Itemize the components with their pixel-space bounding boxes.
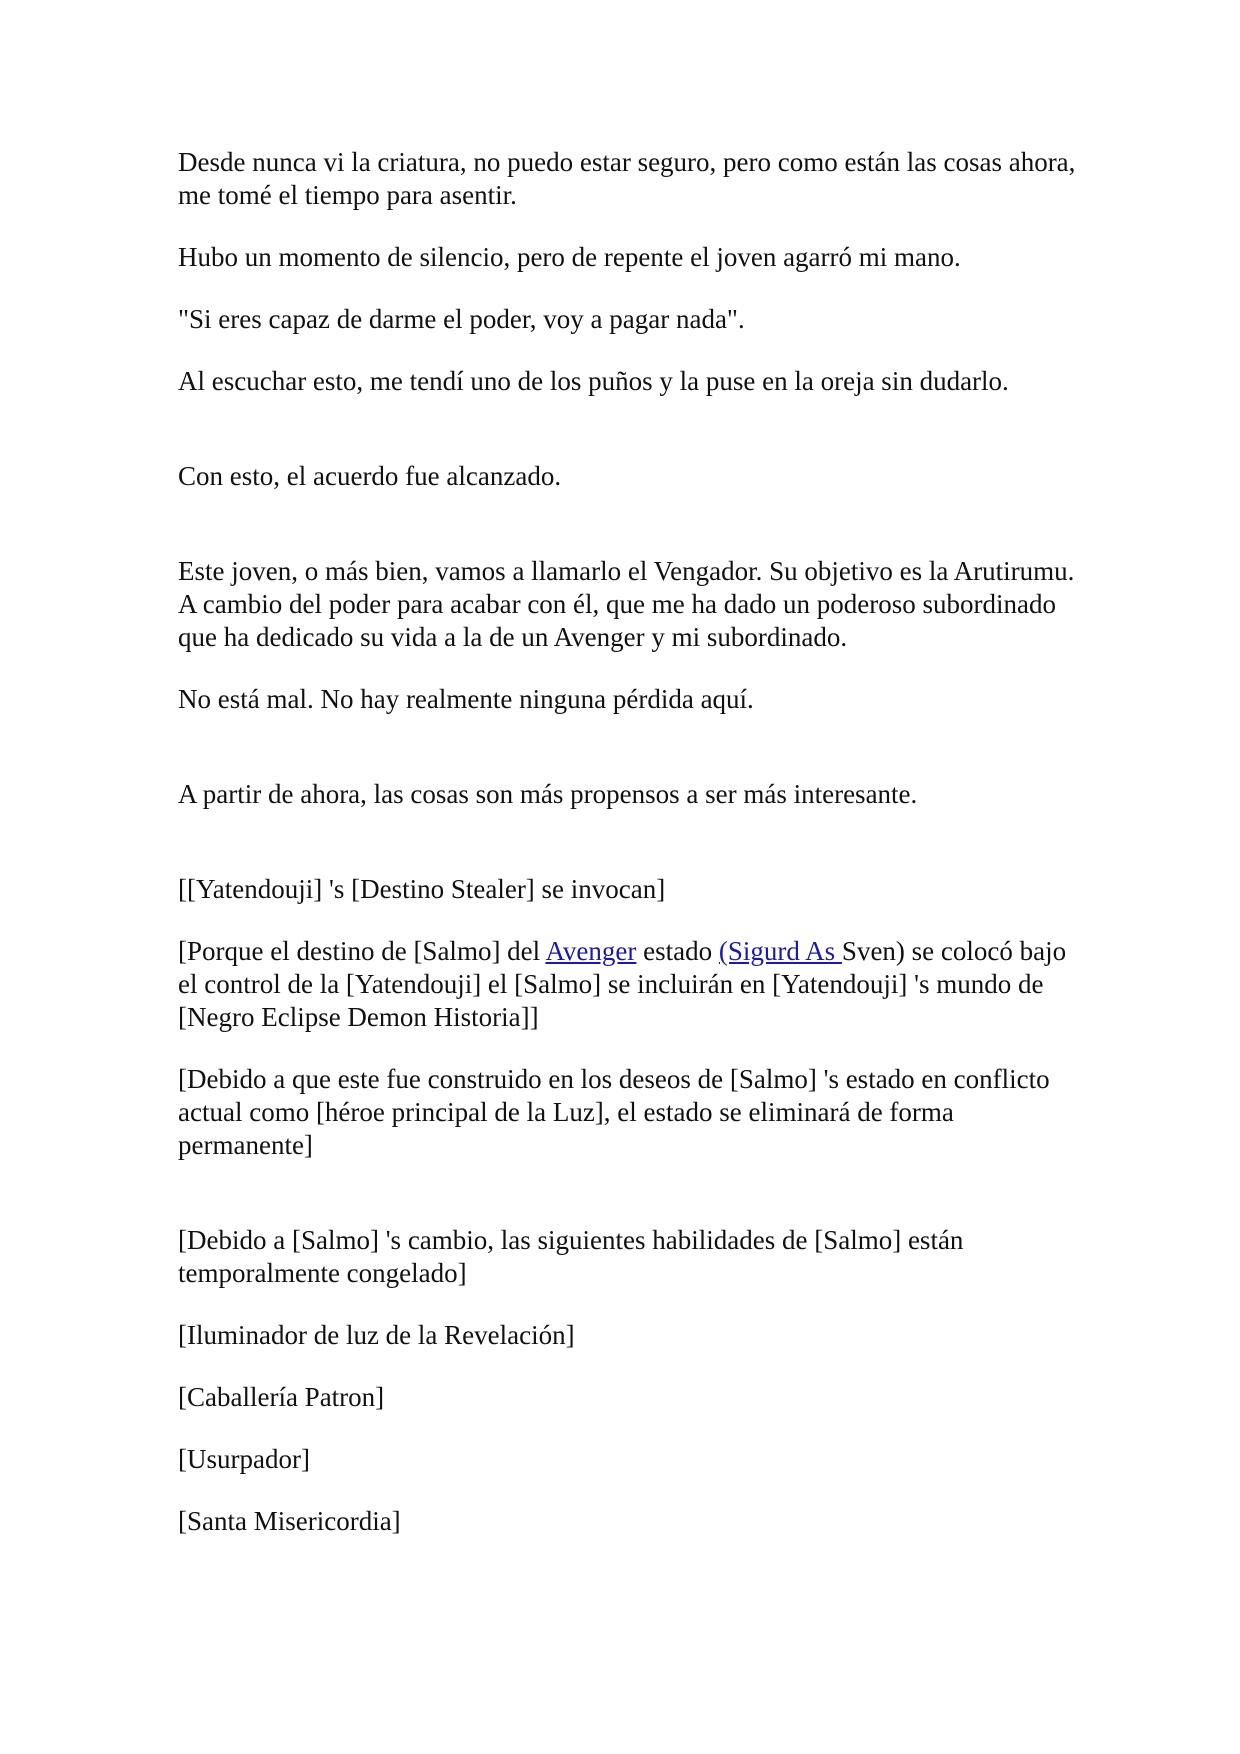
paragraph-12: [Debido a [Salmo] 's cambio, las siguientes habilidades de [Salmo] están temporalmente congelado] xyxy=(178,1225,964,1288)
paragraph-1: Desde nunca vi la criatura, no puedo estar seguro, pero como están las cosas ahora, me tomé el tiempo para asentir. xyxy=(178,147,1076,210)
skill-item-4: [Santa Misericordia] xyxy=(178,1506,401,1536)
paragraph-10-text-middle: estado xyxy=(636,936,719,966)
avenger-link[interactable]: Avenger xyxy=(545,936,637,966)
paragraph-3: "Si eres capaz de darme el poder, voy a pagar nada". xyxy=(178,304,745,334)
paragraph-5: Con esto, el acuerdo fue alcanzado. xyxy=(178,461,562,491)
paragraph-10-text-end: Sven) se colocó bajo el control de la [Yatendouji] el [Salmo] se incluirán en [Yatendouji] 's mundo de [Negro Eclipse Demon Historia]] xyxy=(178,936,1067,1032)
skill-item-1: [Iluminador de luz de la Revelación] xyxy=(178,1320,575,1350)
paragraph-7: No está mal. No hay realmente ninguna pérdida aquí. xyxy=(178,684,754,714)
paragraph-10 xyxy=(178,935,1078,1034)
document-page xyxy=(178,146,1078,1567)
paragraph-2: Hubo un momento de silencio, pero de repente el joven agarró mi mano. xyxy=(178,242,961,272)
skill-item-3: [Usurpador] xyxy=(178,1444,310,1474)
paragraph-9: [[Yatendouji] 's [Destino Stealer] se invocan] xyxy=(178,874,666,904)
paragraph-6: Este joven, o más bien, vamos a llamarlo el Vengador. Su objetivo es la Arutirumu. A cambio del poder para acabar con él, que me ha dado un poderoso subordinado que ha dedicado su vida a la de un Avenger y mi subordinado. xyxy=(178,556,1075,652)
paragraph-4: Al escuchar esto, me tendí uno de los puños y la puse en la oreja sin dudarlo. xyxy=(178,366,1009,396)
paragraph-11: [Debido a que este fue construido en los deseos de [Salmo] 's estado en conflicto actual como [héroe principal de la Luz], el estado se eliminará de forma permanente] xyxy=(178,1064,1050,1160)
skill-item-2: [Caballería Patron] xyxy=(178,1382,385,1412)
sigurd-link[interactable]: (Sigurd As xyxy=(718,936,842,966)
paragraph-8: A partir de ahora, las cosas son más propensos a ser más interesante. xyxy=(178,779,918,809)
paragraph-10-text-start: [Porque el destino de [Salmo] del xyxy=(178,936,546,966)
